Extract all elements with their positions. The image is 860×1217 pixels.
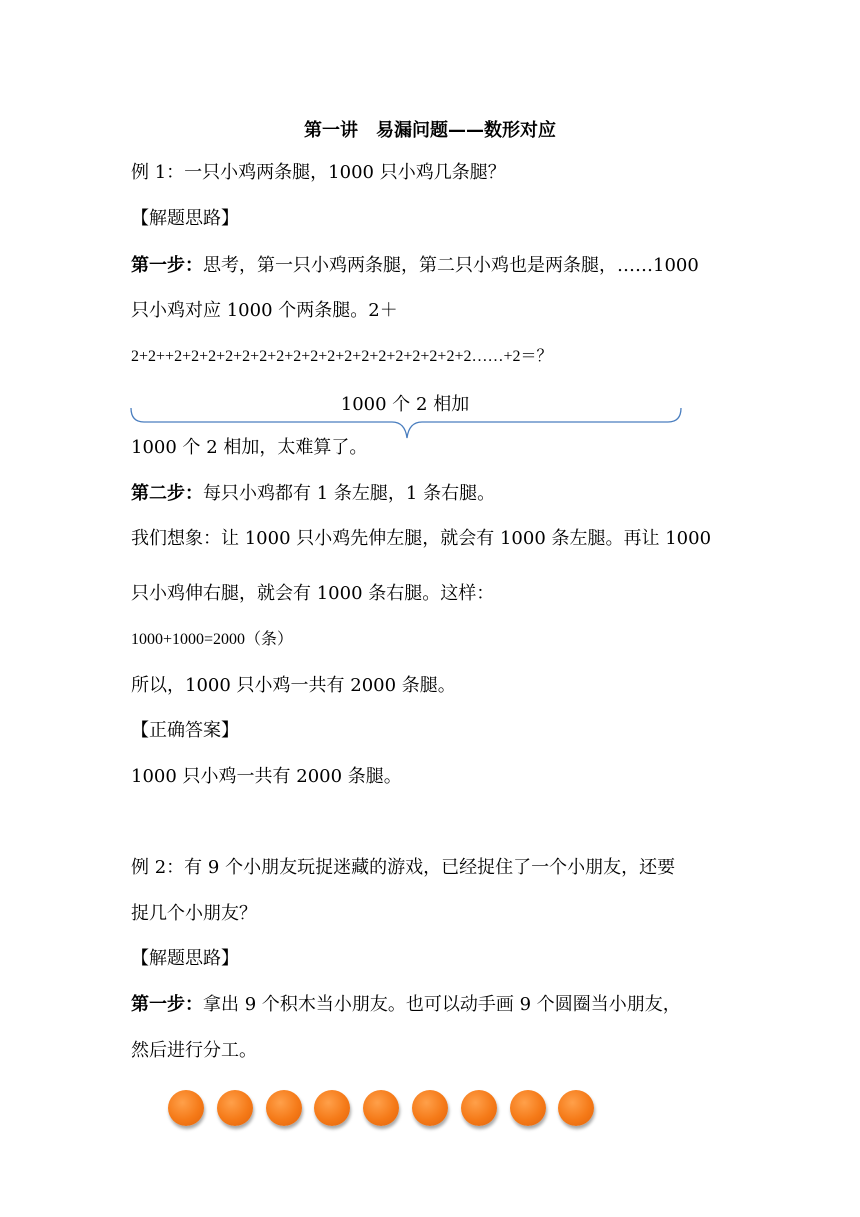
example2-question-line1: 例 2：有 9 个小朋友玩捉迷藏的游戏，已经捉住了一个小朋友，还要 [131, 857, 676, 878]
ex2-step1-text: 拿出 9 个积木当小朋友。也可以动手画 9 个圆圈当小朋友， [203, 994, 681, 1015]
ex2-step1-label: 第一步： [131, 994, 203, 1015]
step2-label: 第二步： [131, 483, 203, 504]
example1-too-hard: 1000 个 2 相加，太难算了。 [131, 437, 368, 458]
example1-answer: 1000 只小鸡一共有 2000 条腿。 [131, 766, 402, 787]
example1-thinking-heading: 【解题思路】 [131, 208, 239, 229]
brace-label: 1000 个 2 相加 [340, 394, 470, 415]
child-circle [510, 1090, 546, 1126]
child-circle [363, 1090, 399, 1126]
example1-answer-heading: 【正确答案】 [131, 720, 239, 741]
circle-row [168, 1090, 598, 1130]
child-circle [266, 1090, 302, 1126]
example1-calc: 1000+1000=2000（条） [131, 631, 294, 648]
step1-label: 第一步： [131, 255, 203, 276]
example1-so: 所以，1000 只小鸡一共有 2000 条腿。 [131, 675, 456, 696]
example1-formula: 2+2++2+2+2+2+2+2+2+2+2+2+2+2+2+2+2+2+2+2……+2＝？ [131, 348, 553, 365]
child-circle [314, 1090, 350, 1126]
example2-question-line2: 捉几个小朋友？ [131, 903, 257, 924]
page-title: 第一讲 易漏问题——数形对应 [304, 120, 556, 141]
example2-thinking-heading: 【解题思路】 [131, 948, 239, 969]
child-circle [412, 1090, 448, 1126]
example1-imagine-line2: 只小鸡伸右腿，就会有 1000 条右腿。这样： [131, 583, 495, 604]
child-circle [461, 1090, 497, 1126]
example1-imagine-line1: 我们想象：让 1000 只小鸡先伸左腿，就会有 1000 条左腿。再让 1000 [131, 528, 712, 549]
example2-step1-cont: 然后进行分工。 [131, 1040, 257, 1061]
step2-text: 每只小鸡都有 1 条左腿，1 条右腿。 [203, 483, 496, 504]
example1-step1-cont: 只小鸡对应 1000 个两条腿。2＋ [131, 300, 398, 321]
example1-question: 例 1：一只小鸡两条腿，1000 只小鸡几条腿？ [131, 162, 506, 183]
child-circle [168, 1090, 204, 1126]
child-circle [558, 1090, 594, 1126]
child-circle [217, 1090, 253, 1126]
step1-text: 思考，第一只小鸡两条腿，第二只小鸡也是两条腿，……1000 [203, 255, 699, 276]
example1-step2 [131, 482, 495, 506]
example2-step1 [131, 993, 681, 1017]
example1-step1 [131, 254, 699, 278]
